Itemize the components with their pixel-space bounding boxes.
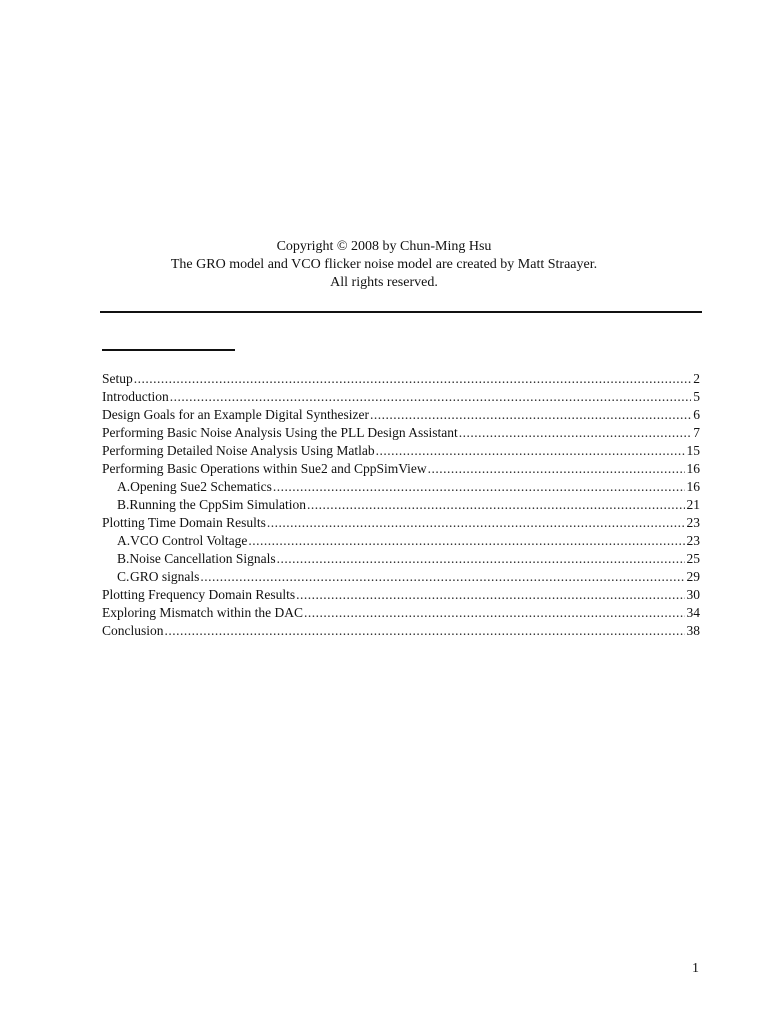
toc-leader-dots bbox=[277, 550, 685, 568]
toc-entry-detailed-noise-analysis[interactable] bbox=[102, 442, 700, 460]
toc-entry-title: Running the CppSim Simulation bbox=[129, 497, 307, 512]
copyright-block bbox=[0, 238, 768, 292]
toc-entry-letter: A. bbox=[117, 533, 131, 548]
toc-entry-title: Design Goals for an Example Digital Synthesizer bbox=[102, 407, 369, 422]
toc-entry-dac-mismatch[interactable] bbox=[102, 604, 700, 622]
toc-leader-dots bbox=[248, 532, 684, 550]
rights-line: All rights reserved. bbox=[330, 275, 438, 290]
toc-entry-title: Exploring Mismatch within the DAC bbox=[102, 605, 303, 620]
toc-entry-title: Opening Sue2 Schematics bbox=[130, 479, 272, 494]
toc-entry-page: 16 bbox=[686, 479, 700, 494]
toc-leader-dots bbox=[376, 442, 685, 460]
toc-entry-title: Performing Basic Noise Analysis Using the PLL Design Assistant bbox=[102, 425, 458, 440]
toc-entry-title: Performing Detailed Noise Analysis Using Matlab bbox=[102, 443, 375, 458]
toc-subentry-noise-cancellation[interactable] bbox=[102, 550, 700, 568]
toc-leader-dots bbox=[459, 424, 692, 442]
toc-entry-letter: C. bbox=[117, 569, 130, 584]
toc-entry-page: 25 bbox=[686, 551, 700, 566]
toc-entry-page: 5 bbox=[693, 389, 700, 404]
toc-entry-title: VCO Control Voltage bbox=[130, 533, 248, 548]
page-number: 1 bbox=[692, 961, 699, 976]
toc-heading-underline bbox=[102, 349, 235, 351]
toc-subentry-running-simulation[interactable] bbox=[102, 496, 700, 514]
toc-entry-page: 23 bbox=[686, 515, 700, 530]
toc-entry-basic-operations[interactable] bbox=[102, 460, 700, 478]
toc-entry-title: Introduction bbox=[102, 389, 169, 404]
toc-entry-page: 30 bbox=[686, 587, 700, 602]
toc-entry-page: 21 bbox=[686, 497, 700, 512]
toc-entry-design-goals[interactable] bbox=[102, 406, 700, 424]
toc-entry-page: 15 bbox=[686, 443, 700, 458]
toc-entry-title: Setup bbox=[102, 371, 133, 386]
toc-entry-page: 2 bbox=[693, 371, 700, 386]
toc-entry-title: GRO signals bbox=[130, 569, 200, 584]
toc-leader-dots bbox=[134, 370, 691, 388]
toc-entry-page: 23 bbox=[686, 533, 700, 548]
toc-entry-title: Noise Cancellation Signals bbox=[129, 551, 276, 566]
toc-entry-setup[interactable] bbox=[102, 370, 700, 388]
toc-entry-page: 29 bbox=[686, 569, 700, 584]
toc-leader-dots bbox=[304, 604, 685, 622]
toc-leader-dots bbox=[200, 568, 684, 586]
toc-leader-dots bbox=[428, 460, 685, 478]
credits-line: The GRO model and VCO flicker noise model are created by Matt Straayer. bbox=[170, 257, 598, 272]
toc-leader-dots bbox=[273, 478, 685, 496]
toc-entry-title: Conclusion bbox=[102, 623, 164, 638]
toc-entry-page: 38 bbox=[686, 623, 700, 638]
toc-entry-time-domain[interactable] bbox=[102, 514, 700, 532]
toc-entry-introduction[interactable] bbox=[102, 388, 700, 406]
toc-entry-conclusion[interactable] bbox=[102, 622, 700, 640]
horizontal-rule bbox=[100, 311, 702, 313]
toc-leader-dots bbox=[307, 496, 684, 514]
toc-entry-letter: B. bbox=[117, 551, 130, 566]
toc-entry-frequency-domain[interactable] bbox=[102, 586, 700, 604]
toc-entry-page: 7 bbox=[693, 425, 700, 440]
toc-entry-title: Performing Basic Operations within Sue2 and CppSimView bbox=[102, 461, 427, 476]
toc-entry-page: 16 bbox=[686, 461, 700, 476]
copyright-line: Copyright © 2008 by Chun-Ming Hsu bbox=[276, 239, 492, 254]
toc-leader-dots bbox=[370, 406, 691, 424]
toc-leader-dots bbox=[170, 388, 692, 406]
toc-entry-title: Plotting Frequency Domain Results bbox=[102, 587, 296, 602]
toc-entry-letter: A. bbox=[117, 479, 131, 494]
toc-entry-page: 34 bbox=[686, 605, 700, 620]
toc-subentry-vco-control-voltage[interactable] bbox=[102, 532, 700, 550]
toc-subentry-opening-schematics[interactable] bbox=[102, 478, 700, 496]
toc-subentry-gro-signals[interactable] bbox=[102, 568, 700, 586]
toc-entry-page: 6 bbox=[693, 407, 700, 422]
toc-leader-dots bbox=[296, 586, 684, 604]
toc-entry-basic-noise-analysis[interactable] bbox=[102, 424, 700, 442]
toc-entry-letter: B. bbox=[117, 497, 130, 512]
table-of-contents bbox=[102, 370, 700, 640]
toc-leader-dots bbox=[165, 622, 685, 640]
toc-entry-title: Plotting Time Domain Results bbox=[102, 515, 266, 530]
toc-leader-dots bbox=[267, 514, 685, 532]
